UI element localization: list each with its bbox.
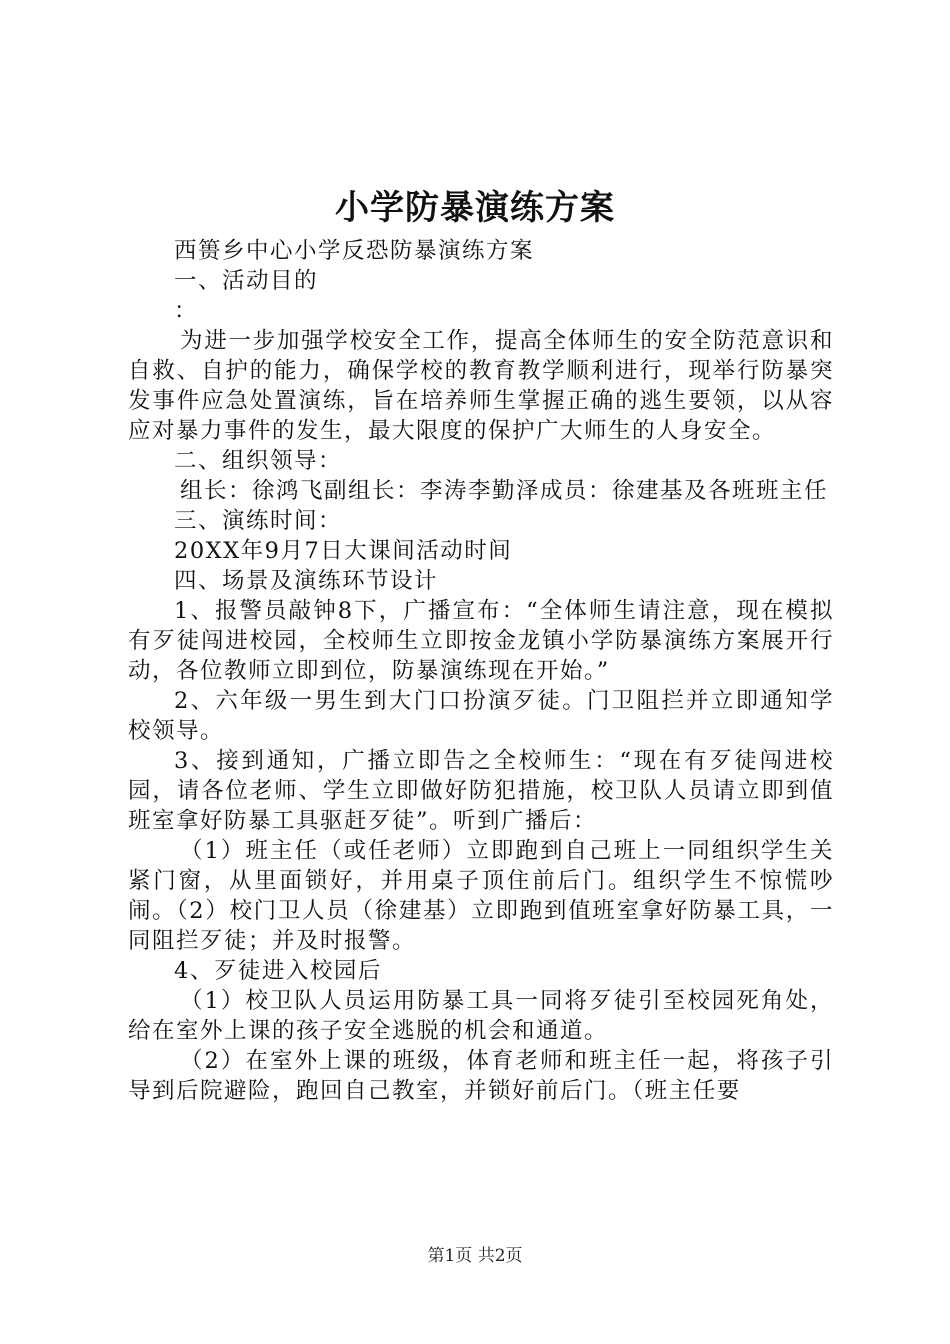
paragraph-organization: 组长：徐鸿飞副组长：李涛李勤泽成员：徐建基及各班班主任: [180, 478, 829, 504]
paragraph-heading: 西篑乡中心小学反恐防暴演练方案: [174, 238, 535, 264]
section-3-heading: 三、演练时间：: [174, 508, 343, 534]
document-title: 小学防暴演练方案: [335, 188, 615, 228]
paragraph-step-3-details: （1）班主任（或任老师）立即跑到自己班上一同组织学生关紧门窗，从里面锁好，并用桌子顶住前后门。组织学生不惊慌吵闹。（2）校门卫人员（徐建基）立即跑到值班室拿好防暴工具，一同阻拦歹徒；并及时报警。: [128, 838, 834, 954]
section-1-heading: 一、活动目的: [174, 268, 319, 294]
paragraph-time: 20XX年9月7日大课间活动时间: [174, 538, 513, 564]
paragraph-step-1: 1、报警员敲钟8下，广播宣布：“全体师生请注意，现在模拟有歹徒闯进校园，全校师生立即按金龙镇小学防暴演练方案展开行动，各位教师立即到位，防暴演练现在开始。”: [128, 598, 834, 684]
section-4-heading: 四、场景及演练环节设计: [174, 568, 439, 594]
paragraph-step-3: 3、接到通知，广播立即告之全校师生：“现在有歹徒闯进校园，请各位老师、学生立即做好防犯措施，校卫队人员请立即到值班室拿好防暴工具驱赶歹徒”。听到广播后：: [128, 748, 834, 834]
section-2-heading: 二、组织领导：: [174, 448, 343, 474]
document-body: [128, 236, 834, 1106]
page-footer: 第1页 共2页: [427, 1246, 523, 1266]
paragraph-step-2: 2、六年级一男生到大门口扮演歹徒。门卫阻拦并立即通知学校领导。: [128, 688, 834, 744]
paragraph-step-4-item-2: （2）在室外上课的班级，体育老师和班主任一起，将孩子引导到后院避险，跑回自己教室，并锁好前后门。（班主任要: [128, 1048, 834, 1104]
paragraph-step-4-item-1: （1）校卫队人员运用防暴工具一同将歹徒引至校园死角处，给在室外上课的孩子安全逃脱的机会和通道。: [128, 988, 834, 1044]
paragraph-step-4: 4、歹徒进入校园后: [174, 958, 382, 984]
paragraph-purpose: 为进一步加强学校安全工作，提高全体师生的安全防范意识和自救、自护的能力，确保学校的教育教学顺利进行，现举行防暴突发事件应急处置演练，旨在培养师生掌握正确的逃生要领，以从容应对暴力事件的发生，最大限度的保护广大师生的人身安全。: [128, 328, 834, 444]
paragraph-colon: ：: [174, 298, 199, 324]
